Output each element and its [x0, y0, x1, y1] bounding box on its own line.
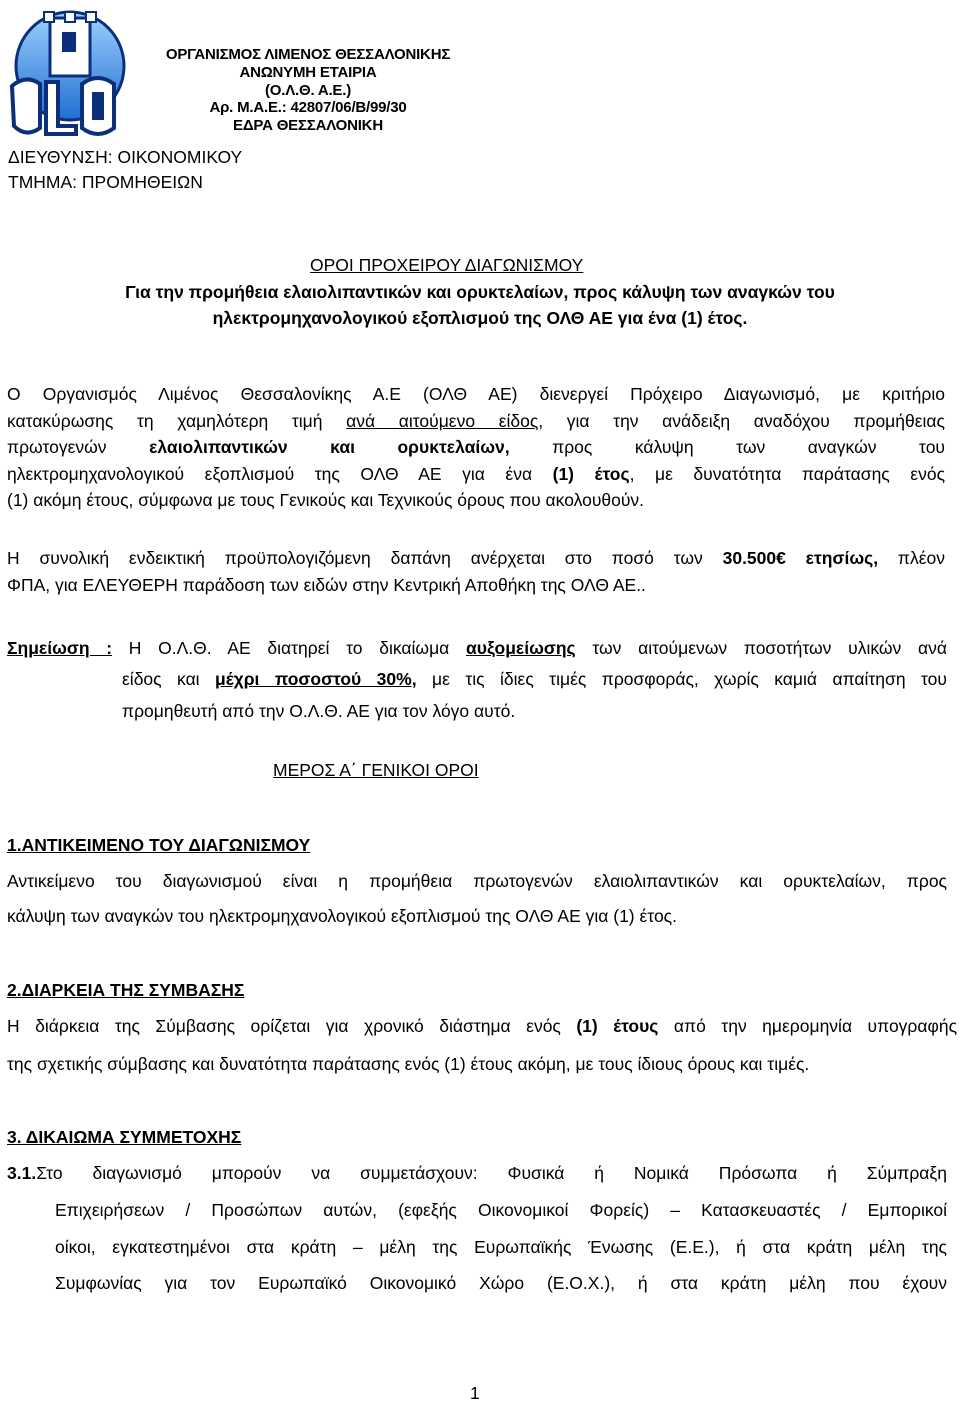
section-1-heading: 1.ΑΝΤΙΚΕΙΜΕΝΟ ΤΟΥ ΔΙΑΓΩΝΙΣΜΟΥ — [7, 835, 311, 855]
cost-text: Η συνολική ενδεικτική προϋπολογιζόμενη δαπάνη ανέρχεται στο ποσό των — [7, 548, 723, 568]
note-emphasis: μέχρι ποσοστού 30%, — [215, 669, 417, 689]
intro-bold: (1) έτος — [552, 463, 630, 484]
section-3-heading: 3. ΔΙΚΑΙΩΜΑ ΣΥΜΜΕΤΟΧΗΣ — [7, 1127, 242, 1147]
section-2-line-1 — [7, 1016, 957, 1037]
intro-text: κατακύρωσης τη χαμηλότερη τιμή — [7, 410, 347, 431]
note-text: με τις ίδιες τιμές προσφοράς, χωρίς καμιά απαίτηση του — [416, 669, 947, 689]
section-2-line-2: της σχετικής σύμβασης και δυνατότητα παράτασης ενός (1) έτους ακόμη, με τους ίδιους όρους και τιμές. — [7, 1054, 810, 1074]
organization-header — [138, 46, 478, 135]
section-3-line-2 — [55, 1200, 947, 1221]
department-line: ΔΙΕΥΘΥΝΣΗ: ΟΙΚΟΝΟΜΙΚΟΥ — [8, 147, 243, 167]
cost-amount: 30.500€ ετησίως, — [722, 548, 879, 568]
section-1-line-2: κάλυψη των αναγκών του ηλεκτρομηχανολογικού εξοπλισμού της ΟΛΘ ΑΕ για (1) έτος. — [7, 906, 677, 926]
document-subtitle-2: ηλεκτρομηχανολογικού εξοπλισμού της ΟΛΘ ΑΕ για ένα (1) έτος. — [212, 308, 748, 328]
section-2-text: Η διάρκεια της Σύμβασης ορίζεται για χρονικό διάστημα ενός — [7, 1016, 577, 1036]
org-line: Αρ. Μ.Α.Ε.: 42807/06/Β/99/30 — [209, 99, 407, 117]
intro-text: , για την ανάδειξη αναδόχου προμήθειας — [538, 410, 945, 431]
intro-text: ηλεκτρομηχανολογικού εξοπλισμού της ΟΛΘ ΑΕ για ένα — [7, 463, 553, 484]
section-3-text: Στο διαγωνισμό μπορούν να συμμετάσχουν: Φυσικά ή Νομικά Πρόσωπα ή Σύμπραξη — [36, 1163, 947, 1183]
intro-underlined: ανά αιτούμενο είδος — [346, 410, 539, 431]
org-line: ΕΔΡΑ ΘΕΣΣΑΛΟΝΙΚΗ — [233, 117, 383, 135]
section-1-line-1 — [7, 871, 947, 892]
section-3-line-4 — [55, 1273, 947, 1294]
intro-bold: ελαιολιπαντικών και ορυκτελαίων, — [149, 437, 510, 457]
intro-text: Ο Οργανισμός Λιμένος Θεσσαλονίκης Α.Ε (ΟΛΘ ΑΕ) διενεργεί Πρόχειρο Διαγωνισμό, με κριτήριο — [7, 384, 945, 404]
section-2-bold: (1) έτους — [576, 1016, 659, 1036]
section-2-text: από την ημερομηνία υπογραφής — [658, 1016, 958, 1036]
section-3-text: οίκοι, εγκατεστημένοι στα κράτη – μέλη της Ευρωπαϊκής Ένωσης (Ε.Ε.), ή στα κράτη μέλη της — [55, 1237, 947, 1257]
part-title: ΜΕΡΟΣ Α΄ ΓΕΝΙΚΟΙ ΟΡΟΙ — [273, 760, 479, 780]
intro-text: πρωτογενών — [7, 437, 150, 457]
port-authority-logo-icon — [6, 6, 136, 146]
org-line: ΟΡΓΑΝΙΣΜΟΣ ΛΙΜΕΝΟΣ ΘΕΣΣΑΛΟΝΙΚΗΣ — [165, 46, 451, 63]
intro-line-5: (1) ακόμη έτους, σύμφωνα με τους Γενικούς και Τεχνικούς όρους που ακολουθούν. — [7, 490, 645, 510]
org-line: ΑΝΩΝΥΜΗ ΕΤΑΙΡΙΑ — [239, 63, 377, 81]
intro-line-2 — [7, 408, 945, 435]
cost-paragraph — [7, 545, 945, 598]
section-3-text: Συμφωνίας για τον Ευρωπαϊκό Οικονομικό Χώρο (Ε.Ο.Χ.), ή στα κράτη μέλη που έχουν — [55, 1273, 947, 1293]
section-2-heading: 2.ΔΙΑΡΚΕΙΑ ΤΗΣ ΣΥΜΒΑΣΗΣ — [7, 980, 245, 1000]
note-text: των αιτούμενων ποσοτήτων υλικών ανά — [575, 638, 947, 658]
cost-line-2: ΦΠΑ, για ΕΛΕΥΘΕΡΗ παράδοση των ειδών στην Κεντρική Αποθήκη της ΟΛΘ ΑΕ.. — [7, 574, 646, 595]
section-3-line-1 — [7, 1163, 947, 1184]
logo — [6, 6, 136, 146]
note-line-3: προμηθευτή από την Ο.Λ.Θ. ΑΕ για τον λόγο αυτό. — [122, 701, 516, 721]
note-line-1 — [7, 638, 947, 659]
clause-number: 3.1. — [7, 1163, 37, 1183]
note-text: είδος και — [122, 669, 216, 689]
intro-line-1 — [7, 381, 945, 408]
intro-line-3 — [7, 434, 945, 461]
intro-line-4 — [7, 461, 945, 488]
section-1-text: Αντικείμενο του διαγωνισμού είναι η προμήθεια πρωτογενών ελαιολιπαντικών και ορυκτελαίων, προς — [7, 871, 947, 891]
org-line: (Ο.Λ.Θ. Α.Ε.) — [264, 81, 352, 99]
cost-text: πλέον — [878, 548, 945, 568]
note-emphasis: αυξομείωσης — [466, 638, 576, 658]
note-label: Σημείωση : — [7, 638, 113, 658]
section-3-line-3 — [55, 1237, 947, 1258]
section-3-text: Επιχειρήσεων / Προσώπων αυτών, (εφεξής Οικονομικοί Φορείς) – Κατασκευαστές / Εμπορικοί — [55, 1200, 947, 1220]
note-text: Η Ο.Λ.Θ. ΑΕ διατηρεί το δικαίωμα — [112, 638, 466, 658]
page-number: 1 — [470, 1383, 480, 1403]
document-title: ΟΡΟΙ ΠΡΟΧΕΙΡΟΥ ΔΙΑΓΩΝΙΣΜΟΥ — [310, 255, 584, 275]
cost-line-1 — [7, 545, 945, 572]
intro-text: προς κάλυψη των αναγκών του — [509, 437, 946, 457]
note-line-2 — [122, 669, 947, 690]
intro-text: , με δυνατότητα παράτασης ενός — [629, 463, 945, 484]
document-subtitle-1: Για την προμήθεια ελαιολιπαντικών και ορυκτελαίων, προς κάλυψη των αναγκών του — [125, 282, 835, 302]
section-line: ΤΜΗΜΑ: ΠΡΟΜΗΘΕΙΩΝ — [8, 172, 203, 192]
intro-paragraph — [7, 381, 945, 514]
